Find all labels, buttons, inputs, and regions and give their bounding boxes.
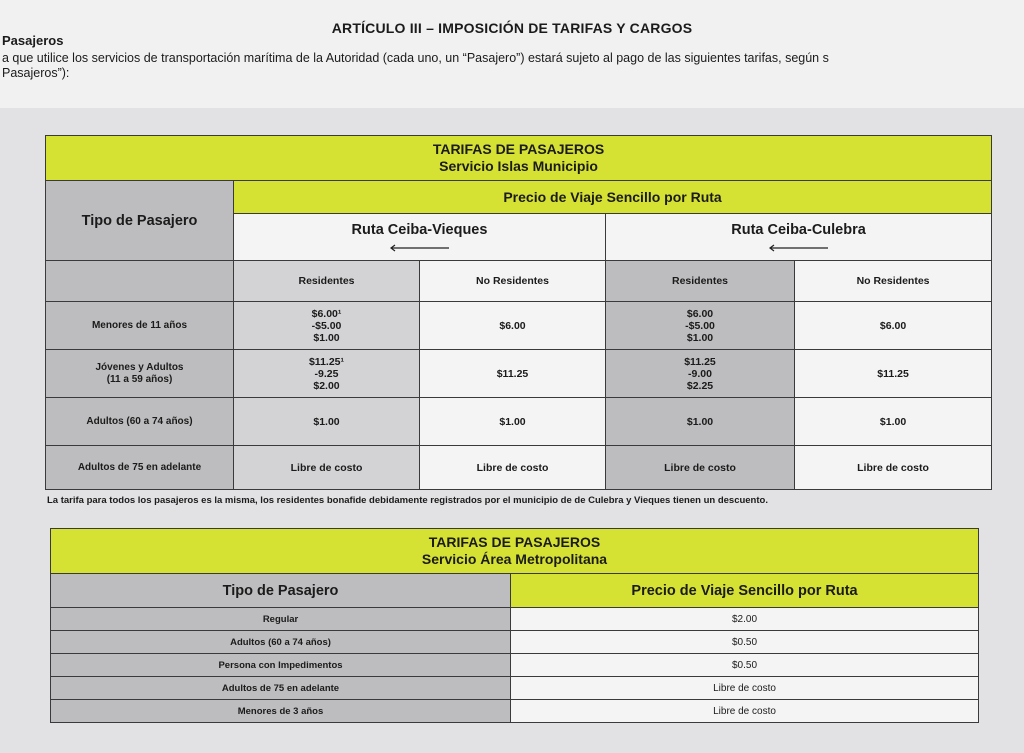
table-islas-municipio — [45, 135, 992, 490]
table-islas-title — [46, 136, 992, 181]
price-cell: Libre de costo — [606, 446, 795, 490]
price-line: $11.25¹ — [308, 355, 345, 368]
price-cell: $0.50 — [511, 631, 979, 654]
price-cell: Libre de costo — [795, 446, 992, 490]
price-cell: $6.00 — [795, 302, 992, 350]
price-cell — [606, 350, 795, 398]
section-text — [2, 51, 1022, 81]
double-arrow-icon — [768, 244, 830, 252]
table-footnote: La tarifa para todos los pasajeros es la misma, los residentes bonafide debidamente registrados por el municipio de de Culebra y Vieques tienen un descuento. — [47, 495, 768, 506]
category-cell: Adultos (60 a 74 años) — [46, 398, 234, 446]
price-cell: Libre de costo — [234, 446, 420, 490]
discount-line: -$5.00 — [685, 319, 715, 332]
price-line: $6.00 — [686, 307, 714, 320]
table-row — [46, 398, 992, 446]
price-cell: $6.00 — [420, 302, 606, 350]
table-area-metropolitana — [50, 528, 979, 723]
sub-header-no-residentes: No Residentes — [420, 261, 606, 302]
table-row — [51, 677, 979, 700]
price-cell — [234, 302, 420, 350]
price-cell: Libre de costo — [511, 700, 979, 723]
route-header-vieques — [234, 214, 606, 261]
section-heading: Pasajeros — [2, 33, 64, 48]
section-text-line1: a que utilice los servicios de transportación marítima de la Autoridad (cada uno, un “Pasajero”) estará sujeto al pago de las siguientes tarifas, según s — [2, 51, 829, 65]
route-label-culebra: Ruta Ceiba-Culebra — [731, 222, 866, 238]
price-cell: Libre de costo — [511, 677, 979, 700]
price-cell: $1.00 — [234, 398, 420, 446]
category-line: Jóvenes y Adultos — [95, 361, 184, 373]
table-islas-title-line2: Servicio Islas Municipio — [439, 158, 598, 174]
discount-line: -$5.00 — [311, 319, 342, 332]
price-cell: $11.25 — [420, 350, 606, 398]
table-row — [51, 608, 979, 631]
category-cell: Menores de 11 años — [46, 302, 234, 350]
price-cell — [234, 350, 420, 398]
sub-header-residentes: Residentes — [606, 261, 795, 302]
price-line: $1.00 — [313, 331, 340, 344]
route-label-vieques: Ruta Ceiba-Vieques — [351, 222, 488, 238]
tipo-pasajero-header: Tipo de Pasajero — [51, 574, 511, 608]
double-arrow-icon — [389, 244, 451, 252]
empty-header-cell — [46, 261, 234, 302]
discount-line: -9.00 — [688, 367, 712, 380]
table-metro-title — [51, 529, 979, 574]
category-line: (11 a 59 años) — [106, 373, 173, 385]
section-text-line2: Pasajeros”): — [2, 66, 70, 80]
price-line: $1.00 — [686, 331, 714, 344]
table-row — [46, 350, 992, 398]
price-cell: $1.00 — [795, 398, 992, 446]
category-cell: Adultos de 75 en adelante — [51, 677, 511, 700]
sub-header-residentes: Residentes — [234, 261, 420, 302]
price-cell: $1.00 — [606, 398, 795, 446]
table-metro-title-line2: Servicio Área Metropolitana — [421, 551, 608, 567]
price-line: $11.25 — [684, 355, 716, 368]
price-cell — [606, 302, 795, 350]
article-title: ARTÍCULO III – IMPOSICIÓN DE TARIFAS Y CARGOS — [331, 20, 693, 36]
category-cell: Persona con Impedimentos — [51, 654, 511, 677]
category-cell: Adultos (60 a 74 años) — [51, 631, 511, 654]
table-row — [46, 302, 992, 350]
category-cell — [46, 350, 234, 398]
tipo-pasajero-header: Tipo de Pasajero — [46, 181, 234, 261]
table-row — [46, 446, 992, 490]
table-metro-title-line1: TARIFAS DE PASAJEROS — [428, 534, 601, 550]
category-cell: Regular — [51, 608, 511, 631]
sub-header-no-residentes: No Residentes — [795, 261, 992, 302]
price-cell: $11.25 — [795, 350, 992, 398]
table-row — [51, 654, 979, 677]
precio-header: Precio de Viaje Sencillo por Ruta — [234, 181, 992, 214]
discount-line: -9.25 — [314, 367, 339, 380]
price-cell: $1.00 — [420, 398, 606, 446]
category-cell: Menores de 3 años — [51, 700, 511, 723]
price-cell: $0.50 — [511, 654, 979, 677]
route-header-culebra — [606, 214, 992, 261]
price-cell: $2.00 — [511, 608, 979, 631]
table-row — [51, 700, 979, 723]
table-row — [51, 631, 979, 654]
precio-header: Precio de Viaje Sencillo por Ruta — [511, 574, 979, 608]
price-line: $6.00¹ — [311, 307, 342, 320]
price-line: $2.25 — [686, 379, 714, 392]
price-line: $2.00 — [313, 379, 340, 392]
price-cell: Libre de costo — [420, 446, 606, 490]
category-cell: Adultos de 75 en adelante — [46, 446, 234, 490]
table-islas-title-line1: TARIFAS DE PASAJEROS — [432, 141, 605, 157]
